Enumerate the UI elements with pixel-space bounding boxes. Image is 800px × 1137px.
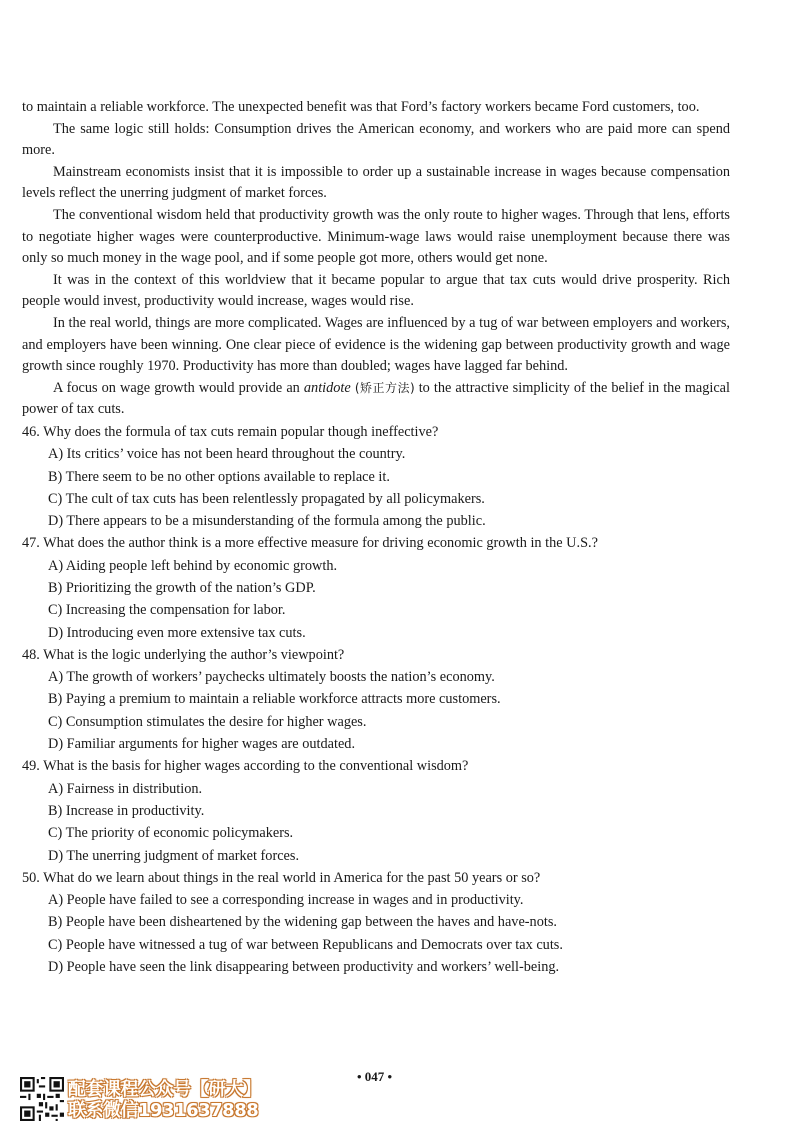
chinese-gloss: (矫正方法): [354, 380, 415, 395]
page-number: • 047 •: [357, 1069, 393, 1084]
question-stem: 49. What is the basis for higher wages according to the conventional wisdom?: [22, 758, 469, 775]
passage-paragraph: The conventional wisdom held that productivity growth was the only route to higher wages. Through that lens, efforts to negotiate higher wages were counterproductive. Minimum-wage laws would raise unemployment because there was only so much money in the wage pool, and if some people got more, others would get none.: [22, 206, 730, 267]
last-para-after: to the attractive simplicity of the belief in the magical power of tax cuts.: [22, 379, 730, 418]
answer-option: B) Increase in productivity.: [48, 802, 205, 819]
answer-option: C) The priority of economic policymakers.: [48, 825, 294, 842]
passage-paragraph: Mainstream economists insist that it is impossible to order up a sustainable increase in wages because compensation levels reflect the unerring judgment of market forces.: [22, 163, 730, 202]
answer-option: A) Its critics’ voice has not been heard throughout the country.: [48, 446, 406, 463]
answer-option: A) Aiding people left behind by economic growth.: [48, 557, 338, 574]
answer-option: B) Paying a premium to maintain a reliable workforce attracts more customers.: [48, 691, 501, 708]
promo-banner: [68, 1079, 308, 1121]
page-body: [22, 97, 730, 978]
answer-option: D) The unerring judgment of market forces.: [48, 847, 300, 864]
answer-option: D) Introducing even more extensive tax cuts.: [48, 624, 306, 641]
answer-option: A) The growth of workers’ paychecks ultimately boosts the nation’s economy.: [48, 669, 495, 686]
answer-option: B) There seem to be no other options available to replace it.: [48, 468, 390, 485]
question-block: [22, 644, 730, 755]
answer-option: A) People have failed to see a corresponding increase in wages and in productivity.: [48, 892, 524, 909]
passage-paragraph: It was in the context of this worldview that it became popular to argue that tax cuts would drive prosperity. Rich people would invest, productivity would increase, wages would rise.: [22, 271, 730, 310]
question-block: [22, 755, 730, 866]
question-block: [22, 421, 730, 532]
promo-line-1: 配套课程公众号【研大】: [68, 1079, 261, 1100]
answer-option: B) Prioritizing the growth of the nation’s GDP.: [48, 579, 316, 596]
promo-line-2: 联系微信1931637888: [68, 1100, 259, 1121]
last-para-before: A focus on wage growth would provide an: [53, 379, 304, 396]
qr-code-icon: [20, 1077, 64, 1121]
question-stem: 47. What does the author think is a more effective measure for driving economic growth in the U.S.?: [22, 535, 598, 552]
question-stem: 46. Why does the formula of tax cuts remain popular though ineffective?: [22, 423, 439, 440]
question-stem: 48. What is the logic underlying the author’s viewpoint?: [22, 646, 345, 663]
passage-paragraph: to maintain a reliable workforce. The unexpected benefit was that Ford’s factory workers became Ford customers, too.: [22, 99, 700, 115]
answer-option: C) The cult of tax cuts has been relentlessly propagated by all policymakers.: [48, 490, 485, 507]
question-block: [22, 532, 730, 643]
passage: [22, 97, 730, 421]
question-block: [22, 867, 730, 978]
antidote-term: antidote: [303, 379, 351, 396]
answer-option: C) Consumption stimulates the desire for higher wages.: [48, 713, 367, 730]
answer-option: D) There appears to be a misunderstanding of the formula among the public.: [48, 513, 486, 530]
answer-option: B) People have been disheartened by the widening gap between the haves and have-nots.: [48, 914, 557, 931]
answer-option: C) People have witnessed a tug of war between Republicans and Democrats over tax cuts.: [48, 936, 563, 953]
passage-paragraph-last: [22, 378, 730, 421]
passage-paragraph: In the real world, things are more complicated. Wages are influenced by a tug of war between employers and workers, and employers have been winning. One clear piece of evidence is the widening gap between productivity growth and wage growth since roughly 1970. Productivity has more than doubled; wages have lagged far behind.: [22, 314, 730, 375]
answer-option: C) Increasing the compensation for labor.: [48, 602, 286, 619]
passage-paragraph: The same logic still holds: Consumption drives the American economy, and workers who are paid more can spend more.: [22, 120, 730, 159]
answer-option: A) Fairness in distribution.: [48, 780, 203, 797]
question-stem: 50. What do we learn about things in the real world in America for the past 50 years or so?: [22, 869, 541, 886]
answer-option: D) People have seen the link disappearing between productivity and workers’ well-being.: [48, 959, 560, 976]
answer-option: D) Familiar arguments for higher wages are outdated.: [48, 736, 356, 753]
